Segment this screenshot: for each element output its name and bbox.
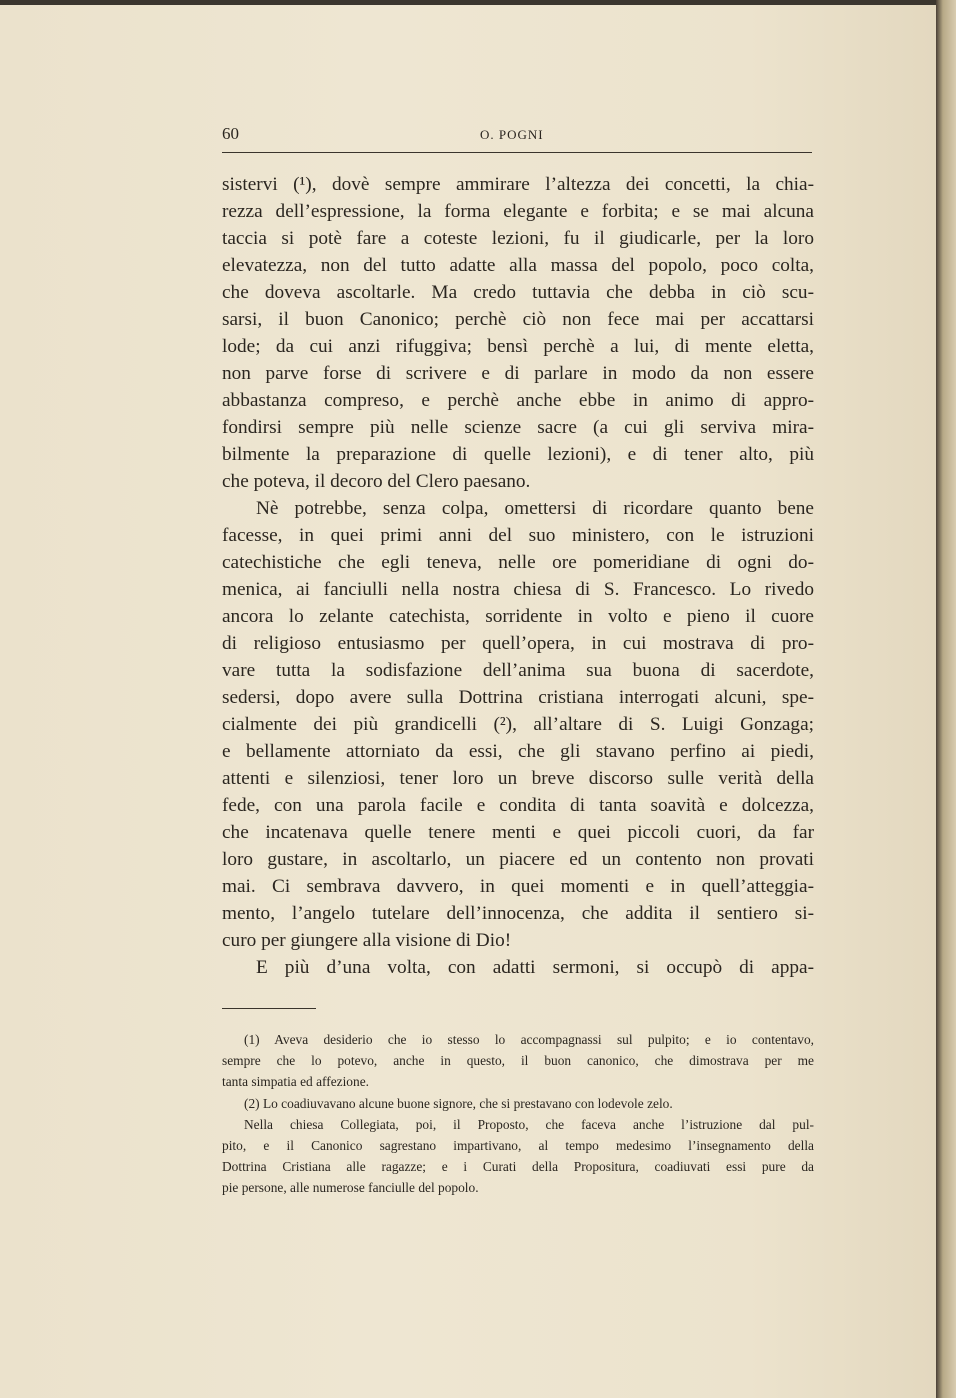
body-line: mento, l’angelo tutelare dell’innocenza, che addita il sentiero si- — [222, 903, 814, 924]
scan-top-edge — [0, 0, 936, 5]
body-line: che incatenava quelle tenere menti e quei piccoli cuori, da far — [222, 822, 814, 843]
body-line: elevatezza, non del tutto adatte alla massa del popolo, poco colta, — [222, 255, 814, 276]
paragraph-start-line: Nè potrebbe, senza colpa, omettersi di ricordare quanto bene — [256, 498, 814, 519]
body-line: e bellamente attorniato da essi, che gli stavano perfino ai piedi, — [222, 741, 814, 762]
footnote-rule — [222, 1008, 316, 1009]
body-line: menica, ai fanciulli nella nostra chiesa di S. Francesco. Lo rivedo — [222, 579, 814, 600]
body-line: non parve forse di scrivere e di parlare in modo da non essere — [222, 363, 814, 384]
footnotes — [222, 1030, 814, 1198]
body-line: sedersi, dopo avere sulla Dottrina cristiana interrogati alcuni, spe- — [222, 687, 814, 708]
body-line: attenti e silenziosi, tener loro un breve discorso sulle verità della — [222, 768, 814, 789]
body-line: loro gustare, in ascoltarlo, un piacere ed un contento non provati — [222, 849, 814, 870]
body-line: di religioso entusiasmo per quell’opera, in cui mostrava di pro- — [222, 633, 814, 654]
body-line: ancora lo zelante catechista, sorridente in volto e pieno il cuore — [222, 606, 814, 627]
footnote-line: pito, e il Canonico sagrestano impartivano, al tempo medesimo l’insegnamento della — [222, 1137, 814, 1153]
body-line: facesse, in quei primi anni del suo ministero, con le istruzioni — [222, 525, 814, 546]
footnote-line: Nella chiesa Collegiata, poi, il Proposto, che faceva anche l’istruzione dal pul- — [244, 1117, 814, 1133]
footnote-line: tanta simpatia ed affezione. — [222, 1073, 369, 1089]
header-rule — [222, 152, 812, 153]
body-text — [222, 171, 814, 981]
paragraph-start-line: E più d’una volta, con adatti sermoni, si occupò di appa- — [256, 957, 814, 978]
body-line: mai. Ci sembrava davvero, in quei momenti e in quell’atteggia- — [222, 876, 814, 897]
footnote-line: Dottrina Cristiana alle ragazze; e i Curati della Propositura, coadiuvati essi pure da — [222, 1158, 814, 1174]
book-spine-edge — [936, 0, 956, 1398]
footnote-line: (1) Aveva desiderio che io stesso lo accompagnassi sul pulpito; e io contentavo, — [244, 1032, 814, 1047]
body-line: fondirsi sempre più nelle scienze sacre (a cui gli serviva mira- — [222, 417, 814, 438]
body-line: sarsi, il buon Canonico; perchè ciò non fece mai per accattarsi — [222, 309, 814, 330]
body-line: che doveva ascoltarle. Ma credo tuttavia che debba in ciò scu- — [222, 282, 814, 303]
body-line: abbastanza compreso, e perchè anche ebbe in animo di appro- — [222, 390, 814, 411]
page-number: 60 — [222, 124, 239, 143]
page-header — [222, 124, 812, 148]
footnote-line: (2) Lo coadiuvavano alcune buone signore, che si prestavano con lodevole zelo. — [244, 1096, 673, 1112]
body-line: catechistiche che egli teneva, nelle ore pomeridiane di ogni do- — [222, 552, 814, 573]
footnote-line: sempre che lo potevo, anche in questo, il buon canonico, che dimostrava per me — [222, 1052, 814, 1068]
body-line: fede, con una parola facile e condita di tanta soavità e dolcezza, — [222, 795, 814, 816]
paragraph-end-line: curo per giungere alla visione di Dio! — [222, 930, 512, 951]
body-line: taccia si potè fare a coteste lezioni, fu il giudicarle, per la loro — [222, 228, 814, 249]
body-line: bilmente la preparazione di quelle lezioni), e di tener alto, più — [222, 444, 814, 465]
body-line: cialmente dei più grandicelli (²), all’altare di S. Luigi Gonzaga; — [222, 714, 814, 735]
body-line: lode; da cui anzi rifuggiva; bensì perchè a lui, di mente eletta, — [222, 336, 814, 357]
running-head: O. POGNI — [480, 127, 544, 142]
body-line: vare tutta la sodisfazione dell’anima sua buona di sacerdote, — [222, 660, 814, 681]
body-line: rezza dell’espressione, la forma elegante e forbita; e se mai alcuna — [222, 201, 814, 222]
body-line: sistervi (¹), dovè sempre ammirare l’altezza dei concetti, la chia- — [222, 174, 814, 195]
footnote-line: pie persone, alle numerose fanciulle del popolo. — [222, 1179, 479, 1195]
paragraph-end-line: che poteva, il decoro del Clero paesano. — [222, 471, 531, 492]
